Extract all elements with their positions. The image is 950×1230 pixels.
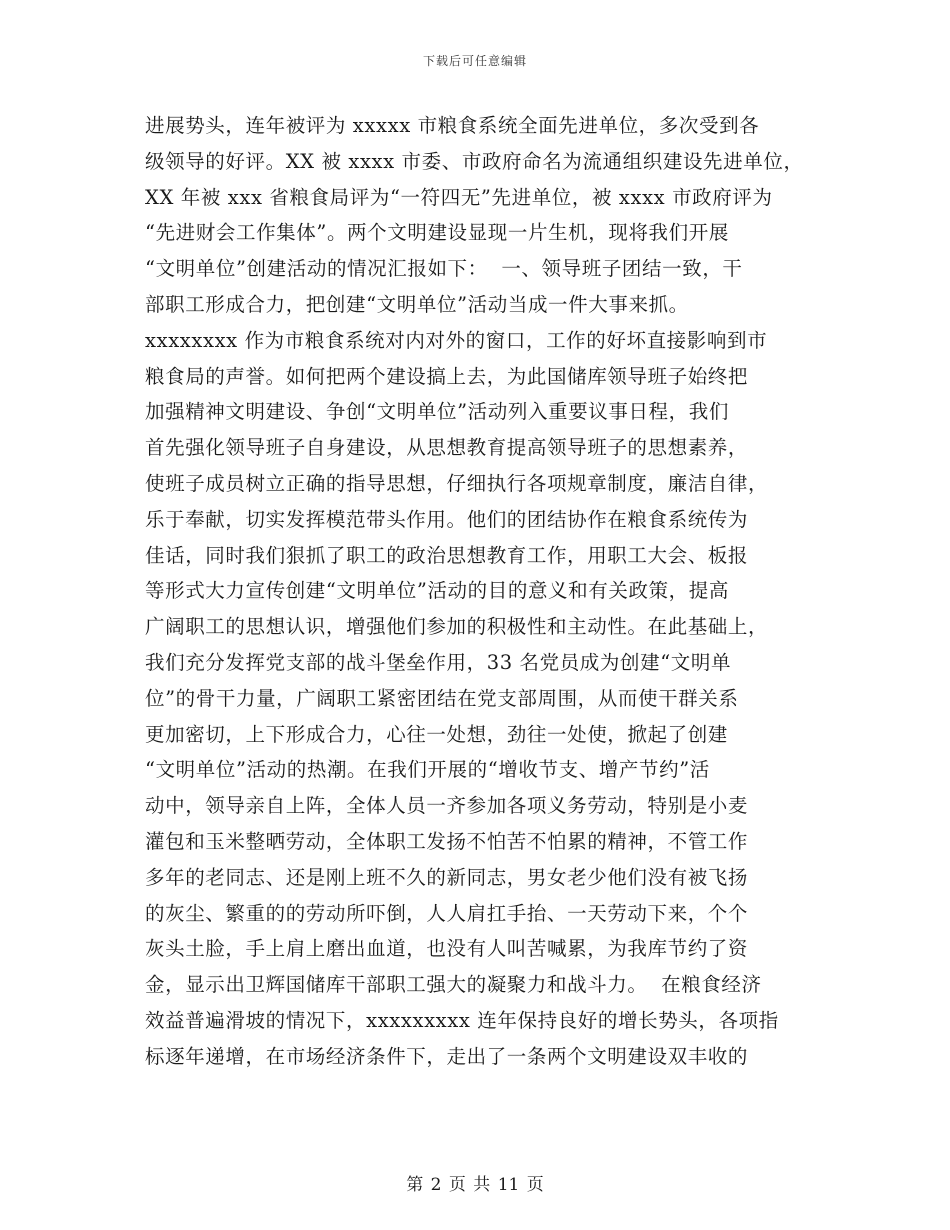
body-line: 动中，领导亲自上阵，全体人员一齐参加各项义务劳动，特别是小麦 [145,794,749,818]
body-line: 效益普遍滑坡的情况下，xxxxxxxxx 连年保持良好的增长势头，各项指 [145,1008,779,1032]
body-line: 更加密切，上下形成合力，心往一处想，劲往一处使，掀起了创建 [145,722,728,746]
body-line: 级领导的好评。XX 被 xxxx 市委、市政府命名为流通组织建设先进单位， [145,149,804,173]
body-line: 乐于奉献，切实发挥模范带头作用。他们的团结协作在粮食系统传为 [145,507,749,531]
body-line: 多年的老同志、还是刚上班不久的新同志，男女老少他们没有被飞扬 [145,865,749,889]
body-line: 佳话，同时我们狠抓了职工的政治思想教育工作，用职工大会、板报 [145,543,749,567]
body-line: 广阔职工的思想认识，增强他们参加的积极性和主动性。在此基础上， [145,615,769,639]
body-line: “先进财会工作集体”。两个文明建设显现一片生机，现将我们开展 [145,221,729,245]
body-line: 等形式大力宣传创建“文明单位”活动的目的意义和有关政策，提高 [145,579,729,603]
body-line: xxxxxxxx 作为市粮食系统对内对外的窗口，工作的好坏直接影响到市 [145,328,768,352]
body-line: 加强精神文明建设、争创“文明单位”活动列入重要议事日程，我们 [145,400,729,424]
body-line: 部职工形成合力，把创建“文明单位”活动当成一件大事来抓。 [145,292,689,316]
body-line: 灰头土脸，手上肩上磨出血道，也没有人叫苦喊累，为我库节约了资 [145,937,749,961]
body-line: 金，显示出卫辉国储库干部职工强大的凝聚力和战斗力。 在粮食经济 [145,973,762,997]
body-line: 的灰尘、繁重的的劳动所吓倒，人人肩扛手抬、一天劳动下来，个个 [145,901,749,925]
body-line: 灌包和玉米整晒劳动，全体职工发扬不怕苦不怕累的精神，不管工作 [145,829,749,853]
body-line: “文明单位”创建活动的情况汇报如下： 一、领导班子团结一致，干 [145,257,743,281]
body-line: 进展势头，连年被评为 xxxxx 市粮食系统全面先进单位，多次受到各 [145,114,760,137]
body-line: 我们充分发挥党支部的战斗堡垒作用，33 名党员成为创建“文明单 [145,650,732,674]
body-line: 粮食局的声誉。如何把两个建设搞上去，为此国储库领导班子始终把 [145,364,749,388]
body-line: XX 年被 xxx 省粮食局评为“一符四无”先进单位，被 xxxx 市政府评为 [145,185,773,209]
page-header: 下载后可任意编辑 [422,54,527,68]
body-line: “文明单位”活动的热潮。在我们开展的“增收节支、增产节约”活 [145,758,710,782]
page-number-footer: 第 2 页 共 11 页 [406,1175,544,1195]
body-line: 标逐年递增，在市场经济条件下，走出了一条两个文明建设双丰收的 [145,1044,749,1068]
body-line: 首先强化领导班子自身建设，从思想教育提高领导班子的思想素养， [145,436,749,460]
document-body [145,108,805,1075]
body-line: 使班子成员树立正确的指导思想，仔细执行各项规章制度，廉洁自律， [145,471,769,495]
body-line: 位”的骨干力量，广阔职工紧密团结在党支部周围，从而使干群关系 [145,686,739,710]
